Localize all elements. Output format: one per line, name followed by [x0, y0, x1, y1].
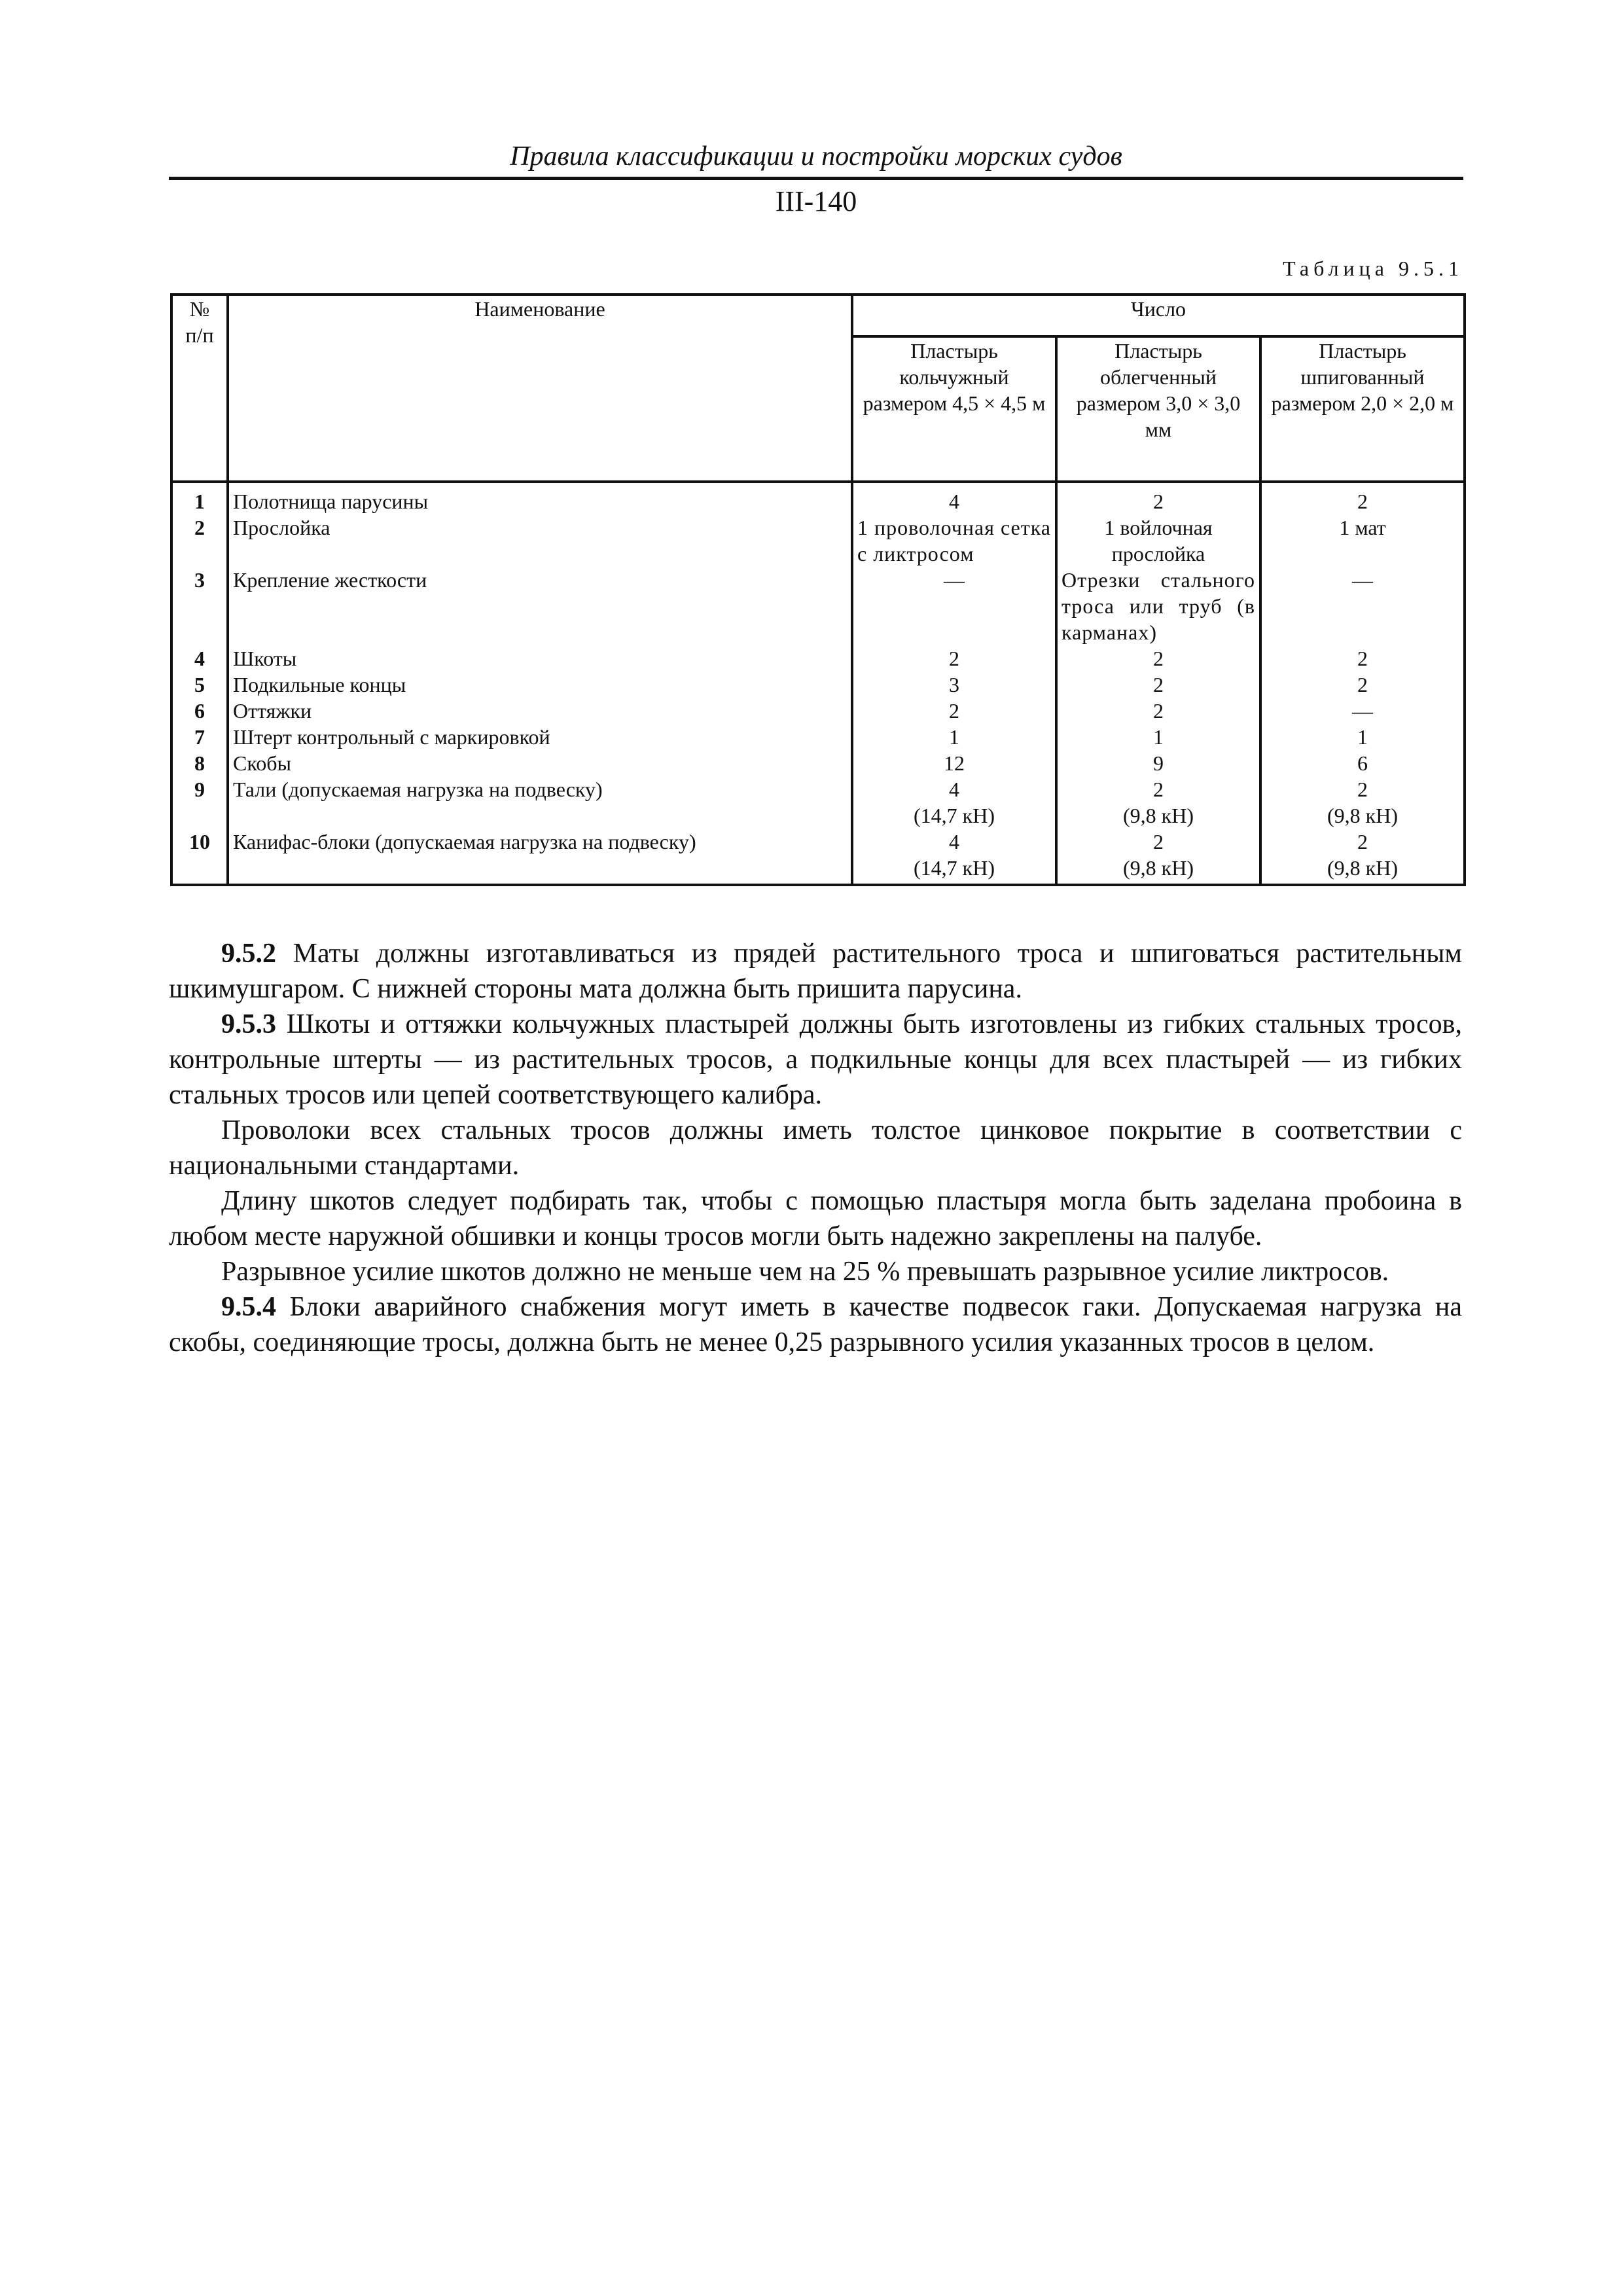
row-value-c1 [852, 750, 1056, 776]
value-main: 2 [1153, 778, 1164, 801]
row-name: Полотнища парусины [228, 482, 852, 514]
table-caption: Таблица 9.5.1 [1283, 257, 1463, 280]
value-main: 2 [1357, 778, 1368, 801]
value-note: (9,8 кН) [1327, 804, 1398, 827]
header-name: Наименование [228, 295, 852, 482]
row-value-c1 [852, 776, 1056, 829]
row-value-c2 [1056, 698, 1260, 724]
equipment-table [170, 293, 1466, 886]
value-main: 9 [1153, 751, 1164, 775]
value-main: Отрезки стального троса или труб (в карманах) [1061, 568, 1255, 644]
paragraph-text: Разрывное усилие шкотов должно не меньше чем на 25 % превышать разрывное усилие ликтросов. [221, 1257, 1389, 1287]
running-title: Правила классификации и постройки морских судов [510, 141, 1122, 171]
row-value-c1 [852, 482, 1056, 514]
value-main: 12 [944, 751, 965, 775]
table-row [171, 482, 1465, 514]
header-count: Число [852, 295, 1465, 336]
row-name: Тали (допускаемая нагрузка на подвеску) [228, 776, 852, 829]
row-name: Скобы [228, 750, 852, 776]
paragraph-text: Шкоты и оттяжки кольчужных пластырей должны быть изготовлены из гибких стальных тросов, контрольные штерты — из растительных тросов, а подкильные концы для всех пластырей — из гибких стальных тросов или цепей соответствующего калибра. [169, 1009, 1462, 1110]
value-main: 3 [949, 673, 959, 696]
value-note: (9,8 кН) [1327, 856, 1398, 880]
paragraph [169, 1113, 1462, 1183]
row-number: 9 [171, 776, 228, 829]
paragraph-text: Маты должны изготавливаться из прядей растительного троса и шпиговаться растительным шкимушгаром. С нижней стороны мата должна быть пришита парусина. [169, 939, 1462, 1004]
table-row [171, 776, 1465, 829]
row-value-c2 [1056, 776, 1260, 829]
value-main: 4 [949, 830, 959, 853]
row-value-c2 [1056, 829, 1260, 885]
value-main: 2 [1153, 647, 1164, 670]
row-value-c3 [1260, 567, 1465, 645]
table-row [171, 698, 1465, 724]
header-rule [169, 177, 1463, 180]
value-main: — [1352, 699, 1373, 723]
value-main: 1 [1153, 725, 1164, 749]
value-main: 2 [949, 647, 959, 670]
value-note: (14,7 кН) [914, 856, 995, 880]
table-row [171, 829, 1465, 885]
paragraph-text: Блоки аварийного снабжения могут иметь в качестве подвесок гаки. Допускаемая нагрузка на скобы, соединяющие тросы, должна быть не менее 0,25 разрывного усилия указанных тросов в целом. [169, 1292, 1462, 1357]
row-name: Прослойка [228, 514, 852, 567]
row-value-c3 [1260, 698, 1465, 724]
row-value-c3 [1260, 724, 1465, 750]
value-main: 6 [1357, 751, 1368, 775]
value-main: 2 [1357, 830, 1368, 853]
paragraph-text: Длину шкотов следует подбирать так, чтобы с помощью пластыря могла быть заделана пробоина в любом месте наружной обшивки и концы тросов могли быть надежно закреплены на палубе. [169, 1186, 1462, 1251]
row-value-c1 [852, 645, 1056, 672]
paragraph [169, 1254, 1462, 1289]
value-main: 2 [1357, 647, 1368, 670]
value-note: (9,8 кН) [1123, 856, 1194, 880]
header-chainmail-patch: Пластырь кольчужный размером 4,5 × 4,5 м [852, 336, 1056, 482]
row-value-c3 [1260, 672, 1465, 698]
header-quilted-patch: Пластырь шпигованный размером 2,0 × 2,0 м [1260, 336, 1465, 482]
row-value-c3 [1260, 776, 1465, 829]
page-number: III-140 [775, 185, 857, 217]
row-value-c2 [1056, 645, 1260, 672]
row-number: 10 [171, 829, 228, 885]
value-main: 2 [1153, 673, 1164, 696]
clause-number: 9.5.2 [221, 939, 276, 969]
row-value-c1 [852, 724, 1056, 750]
row-number: 1 [171, 482, 228, 514]
clause-number: 9.5.4 [221, 1292, 276, 1322]
value-main: 1 мат [1339, 516, 1386, 539]
table-row [171, 724, 1465, 750]
value-note: (9,8 кН) [1123, 804, 1194, 827]
row-value-c3 [1260, 514, 1465, 567]
table-row [171, 645, 1465, 672]
value-main: 2 [949, 699, 959, 723]
row-number: 2 [171, 514, 228, 567]
row-number: 5 [171, 672, 228, 698]
value-main: 2 [1153, 699, 1164, 723]
row-value-c2 [1056, 567, 1260, 645]
row-value-c3 [1260, 645, 1465, 672]
value-main: 2 [1357, 673, 1368, 696]
table-row [171, 750, 1465, 776]
table-body [171, 482, 1465, 885]
value-main: 2 [1153, 830, 1164, 853]
row-number: 3 [171, 567, 228, 645]
table-row [171, 567, 1465, 645]
row-name: Штерт контрольный с маркировкой [228, 724, 852, 750]
row-value-c2 [1056, 482, 1260, 514]
paragraph [169, 1289, 1462, 1360]
row-number: 8 [171, 750, 228, 776]
header-number: № п/п [171, 295, 228, 482]
row-value-c2 [1056, 672, 1260, 698]
clause-number: 9.5.3 [221, 1009, 276, 1039]
row-value-c1 [852, 829, 1056, 885]
row-name: Крепление жесткости [228, 567, 852, 645]
row-name: Оттяжки [228, 698, 852, 724]
value-main: 2 [1153, 490, 1164, 513]
table-row [171, 514, 1465, 567]
paragraph-text: Проволоки всех стальных тросов должны иметь толстое цинковое покрытие в соответствии с национальными стандартами. [169, 1115, 1462, 1181]
row-number: 4 [171, 645, 228, 672]
paragraph [169, 936, 1462, 1007]
table-row [171, 672, 1465, 698]
row-value-c1 [852, 672, 1056, 698]
row-value-c3 [1260, 829, 1465, 885]
value-main: 4 [949, 778, 959, 801]
row-number: 7 [171, 724, 228, 750]
paragraph [169, 1183, 1462, 1254]
row-value-c1 [852, 567, 1056, 645]
row-name: Шкоты [228, 645, 852, 672]
row-value-c1 [852, 514, 1056, 567]
value-main: 1 проволочная сетка с ликтросом [857, 516, 1051, 565]
value-main: — [944, 568, 965, 592]
row-value-c1 [852, 698, 1056, 724]
row-name: Канифас-блоки (допускаемая нагрузка на подвеску) [228, 829, 852, 885]
value-main: 1 [949, 725, 959, 749]
header-light-patch: Пластырь облегченный размером 3,0 × 3,0 мм [1056, 336, 1260, 482]
body-text [169, 936, 1462, 1360]
paragraph [169, 1007, 1462, 1113]
value-main: 2 [1357, 490, 1368, 513]
row-name: Подкильные концы [228, 672, 852, 698]
value-note: (14,7 кН) [914, 804, 995, 827]
value-main: — [1352, 568, 1373, 592]
row-value-c2 [1056, 514, 1260, 567]
row-value-c2 [1056, 750, 1260, 776]
value-main: 1 [1357, 725, 1368, 749]
row-value-c2 [1056, 724, 1260, 750]
row-number: 6 [171, 698, 228, 724]
row-value-c3 [1260, 482, 1465, 514]
value-main: 4 [949, 490, 959, 513]
value-main: 1 войлочная прослойка [1104, 516, 1213, 565]
row-value-c3 [1260, 750, 1465, 776]
